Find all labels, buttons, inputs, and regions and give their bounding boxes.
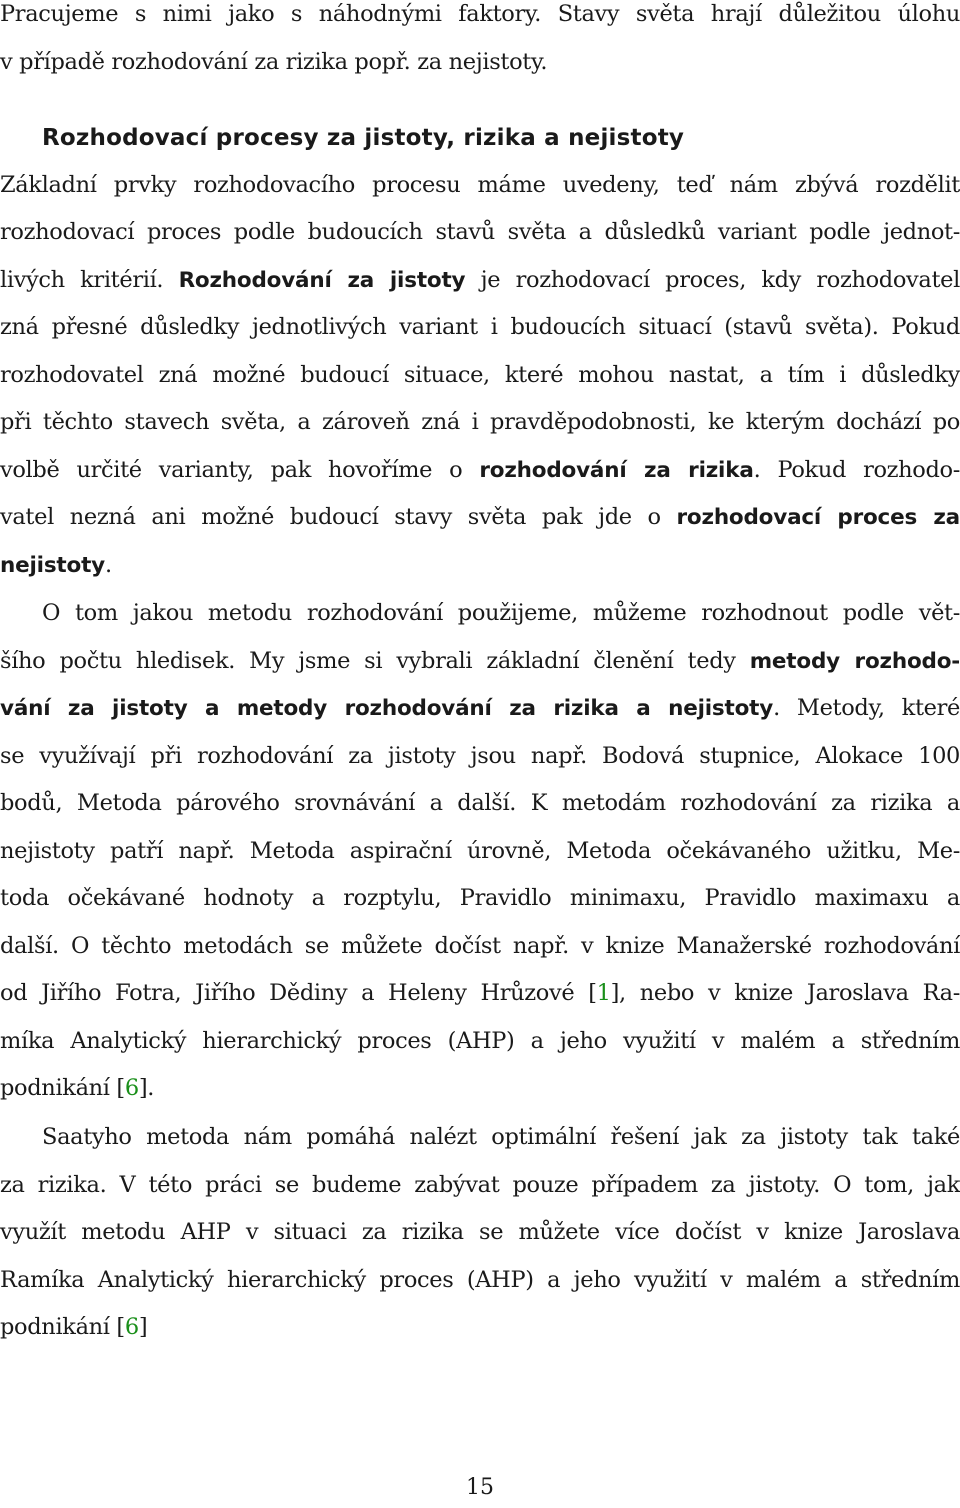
bold-term-methods: metody rozhodo- [749, 649, 960, 674]
para2-line-6: nejistoty patří např. Metoda aspirační úrovně, Metoda očekávaného užitku, Me- [0, 838, 960, 864]
text-span: . Pokud rozhodo- [753, 457, 960, 483]
para2-line-2 [0, 641, 960, 681]
text-span: ], nebo v knize Jaroslava Ra- [610, 980, 960, 1006]
page-number: 15 [466, 1475, 494, 1500]
text-span: je rozhodovací proces, kdy rozhodovatel [465, 267, 960, 293]
text-span: livých kritérií. [0, 267, 179, 293]
text-span: šího počtu hledisek. My jsme si vybrali základní členění tedy [0, 648, 750, 674]
text-span: ]. [138, 1075, 155, 1101]
section-heading: Rozhodovací procesy za jistoty, rizika a nejistoty [42, 125, 685, 151]
citation-link[interactable]: 6 [124, 1075, 139, 1101]
text-span: podnikání [ [0, 1314, 125, 1340]
para3-line-3: využít metodu AHP v situaci za rizika se můžete více dočíst v knize Jaroslava [0, 1219, 960, 1245]
text-span: volbě určité varianty, pak hovoříme o [0, 457, 480, 483]
para2-line-7: toda očekávané hodnoty a rozptylu, Pravidlo minimaxu, Pravidlo maximaxu a [0, 885, 960, 911]
para2-line-1: O tom jakou metodu rozhodování použijeme, můžeme rozhodnout podle vět- [42, 600, 960, 626]
text-span: . [104, 552, 112, 578]
section-line-4: zná přesné důsledky jednotlivých variant i budoucích situací (stavů světa). Pokud [0, 314, 960, 340]
section-line-2: rozhodovací proces podle budoucích stavů světa a důsledků variant podle jednot- [0, 219, 960, 245]
citation-link[interactable]: 1 [596, 980, 611, 1006]
text-span: ] [138, 1314, 148, 1340]
section-line-6: při těchto stavech světa, a zároveň zná i pravděpodobnosti, ke kterým dochází po [0, 409, 960, 435]
para2-line-10: míka Analytický hierarchický proces (AHP) a jeho využití v malém a středním [0, 1028, 960, 1054]
para2-line-5: bodů, Metoda párového srovnávání a další. K metodám rozhodování za rizika a [0, 790, 960, 816]
para2-line-9 [0, 973, 960, 1013]
citation-link[interactable]: 6 [124, 1314, 139, 1340]
bold-term-decision-risk: rozhodování za rizika [479, 458, 754, 483]
bold-term-decision-certainty: Rozhodování za jistoty [178, 268, 466, 293]
section-line-5: rozhodovatel zná možné budoucí situace, které mohou nastat, a tím i důsledky [0, 362, 960, 388]
para3-line-2: za rizika. V této práci se budeme zabývat pouze případem za jistoty. O tom, jak [0, 1172, 960, 1198]
para3-line-5 [0, 1307, 960, 1347]
text-span: . Metody, které [773, 695, 960, 721]
section-line-8 [0, 497, 960, 537]
text-span: vatel nezná ani možné budoucí stavy světa pak jde o [0, 504, 677, 530]
para3-line-1: Saatyho metoda nám pomáhá nalézt optimální řešení jak za jistoty tak také [42, 1124, 960, 1150]
para2-line-8: další. O těchto metodách se můžete dočíst např. v knize Manažerské rozhodování [0, 933, 960, 959]
section-line-7 [0, 450, 960, 490]
bold-term-methods-cont: vání za jistoty a metody rozhodování za rizika a nejistoty [0, 696, 774, 721]
body-line-2: v případě rozhodování za rizika popř. za nejistoty. [0, 49, 548, 75]
para3-line-4: Ramíka Analytický hierarchický proces (AHP) a jeho využití v malém a středním [0, 1267, 960, 1293]
para2-line-3 [0, 688, 960, 728]
bold-term-decision-uncertainty: rozhodovací proces za [676, 505, 960, 530]
para2-line-11 [0, 1068, 960, 1108]
section-line-9 [0, 545, 960, 585]
text-span: podnikání [ [0, 1075, 125, 1101]
body-line-1: Pracujeme s nimi jako s náhodnými faktory. Stavy světa hrají důležitou úlohu [0, 1, 960, 27]
bold-term-uncertainty-end: nejistoty [0, 553, 105, 578]
para2-line-4: se využívají při rozhodování za jistoty jsou např. Bodová stupnice, Alokace 100 [0, 743, 960, 769]
section-line-3 [0, 260, 960, 300]
section-line-1: Základní prvky rozhodovacího procesu máme uvedeny, teď nám zbývá rozdělit [0, 172, 960, 198]
text-span: od Jiřího Fotra, Jiřího Dědiny a Heleny Hrůzové [ [0, 980, 597, 1006]
